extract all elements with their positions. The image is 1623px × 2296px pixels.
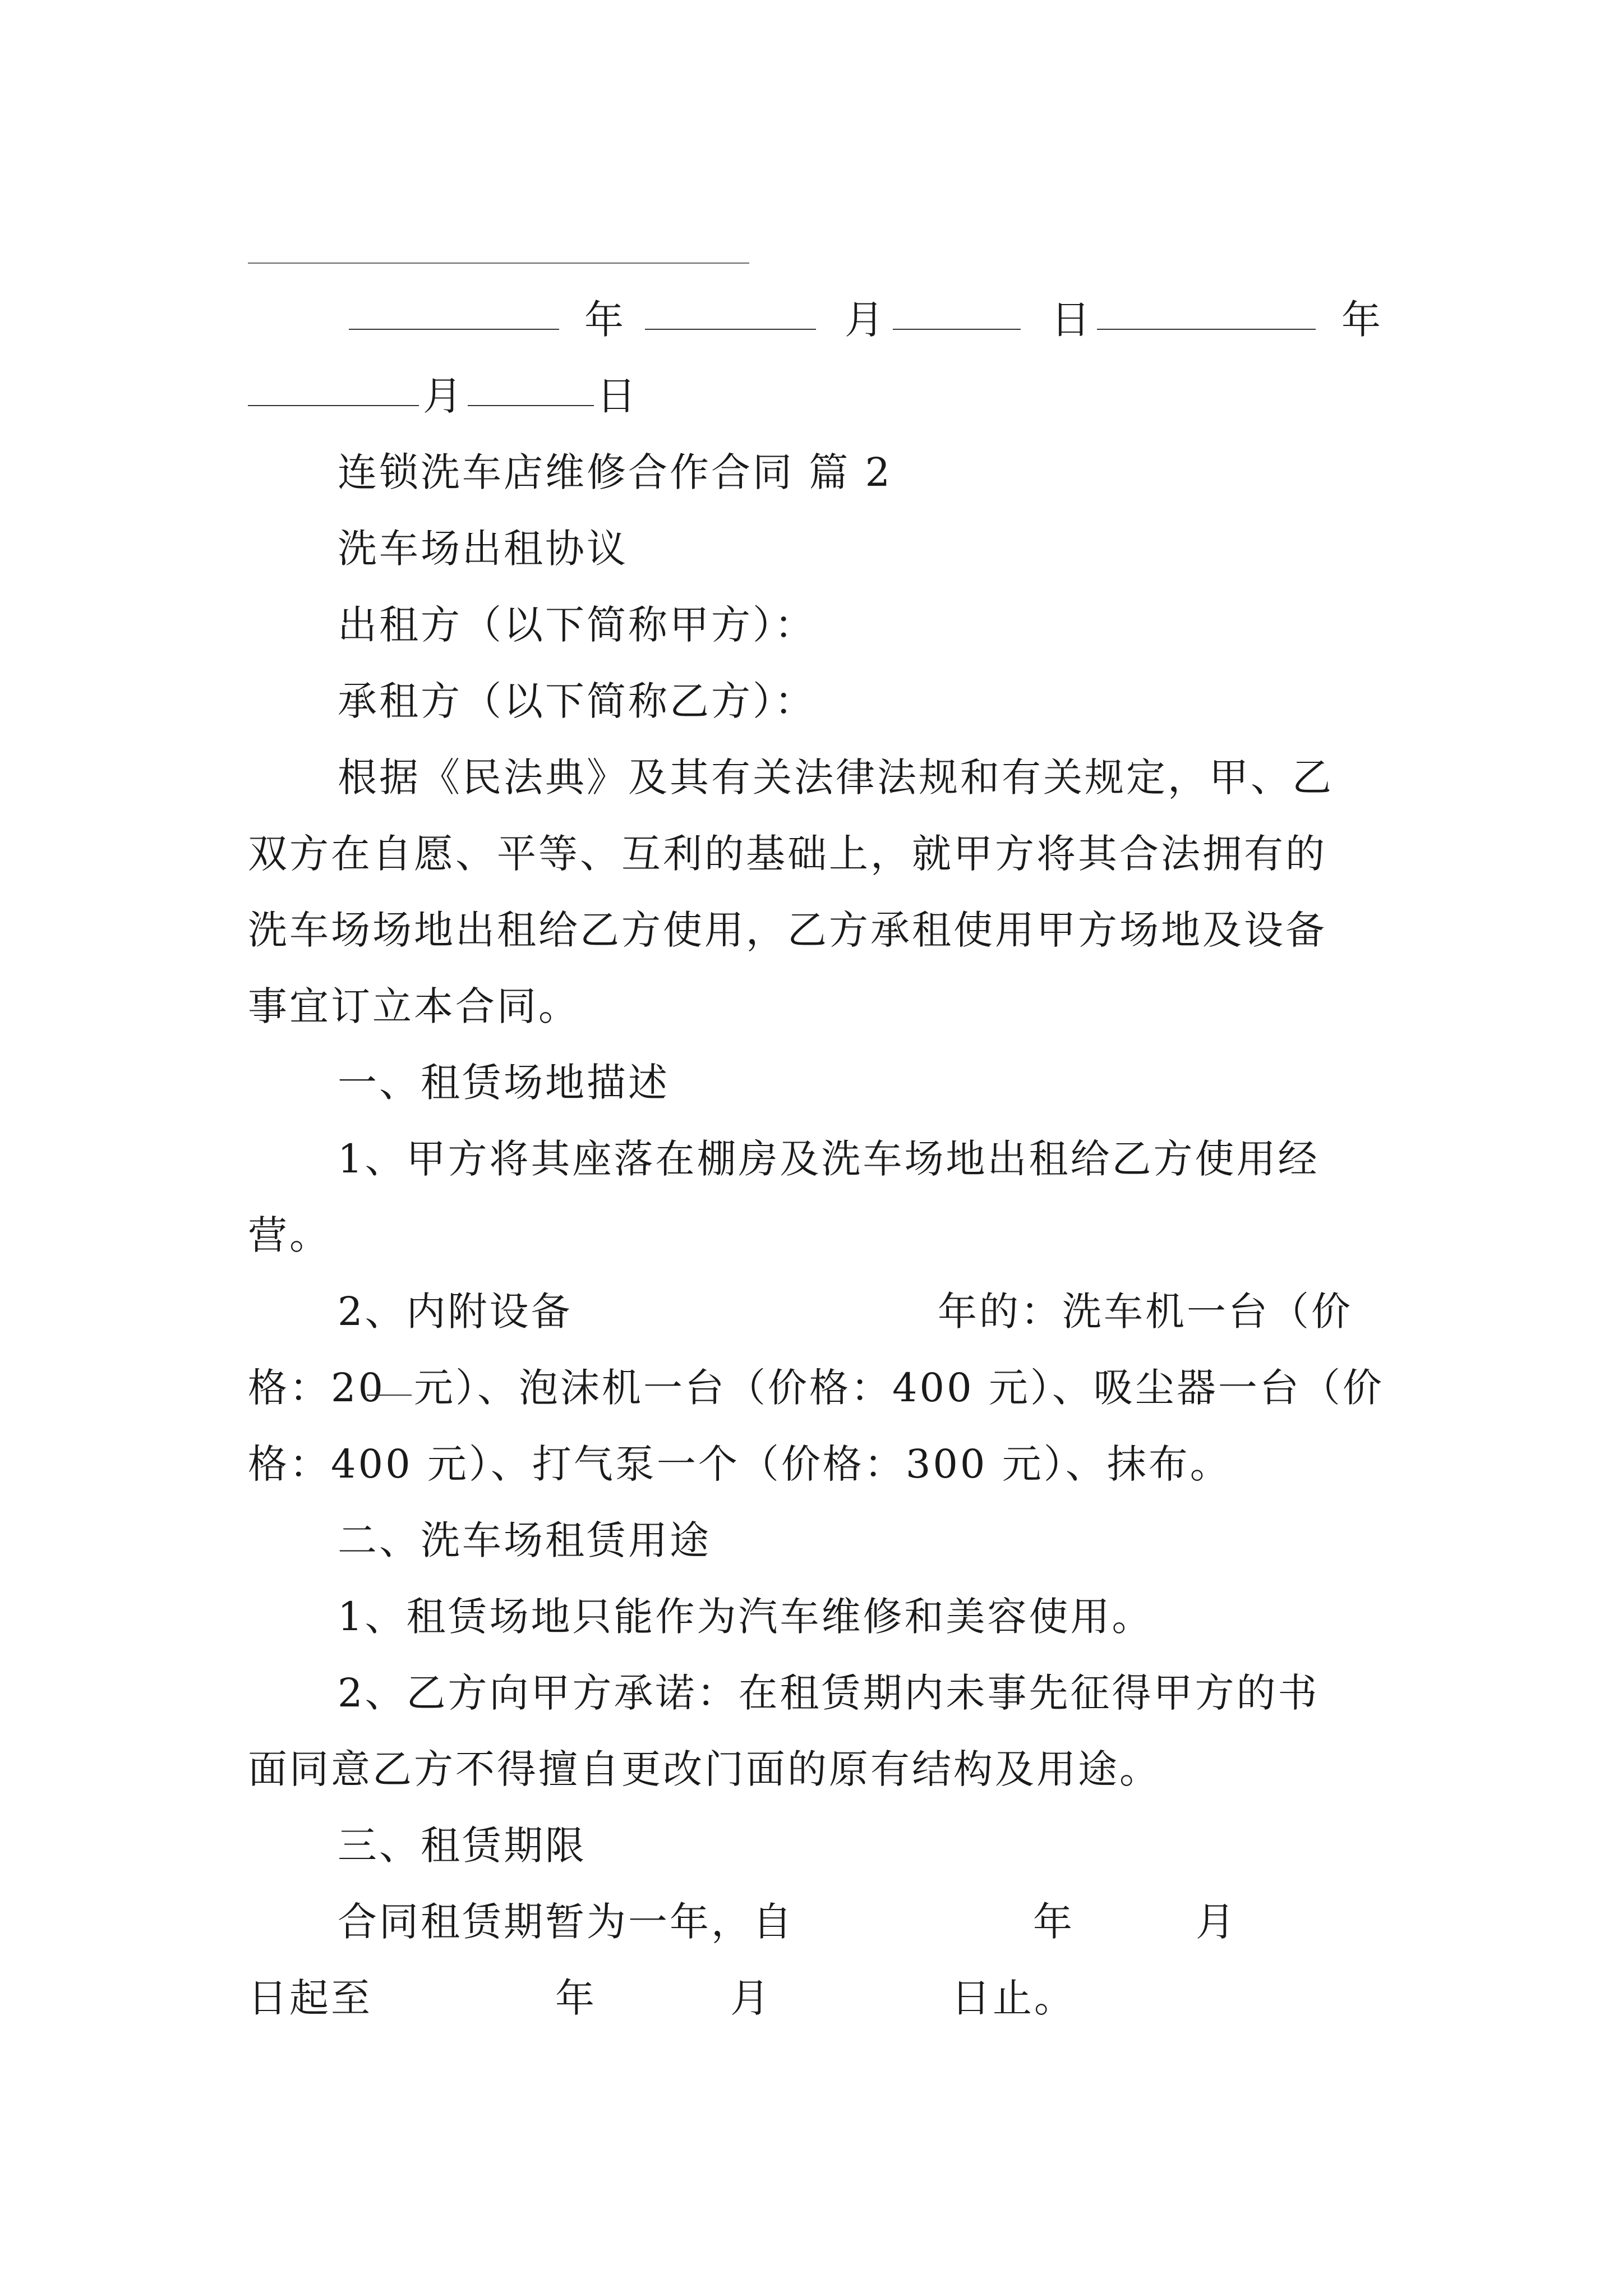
item-2-lead: 2、内附设备	[338, 1289, 573, 1335]
signature-date-line	[248, 358, 1381, 434]
month-label: 月	[730, 1975, 772, 2021]
lease-term-line-cont	[248, 1960, 1381, 2036]
blank-field	[645, 282, 816, 330]
price-text: 元）、泡沫机一台（价格：400 元）、吸尘器一台（价	[414, 1365, 1384, 1411]
year-label: 年	[555, 1975, 597, 2021]
preamble-line: 根据《民法典》及其有关法律法规和有关规定，甲、乙	[338, 754, 1334, 800]
signature-rule	[248, 263, 749, 264]
section-3-heading: 三、租赁期限	[338, 1823, 587, 1869]
preamble-line: 事宜订立本合同。	[248, 983, 580, 1029]
section-2-item-2-cont: 面同意乙方不得擅自更改门面的原有结构及用途。	[248, 1746, 1161, 1792]
section-2-item-2: 2、乙方向甲方承诺：在租赁期内未事先征得甲方的书	[338, 1670, 1320, 1716]
blank-field	[248, 358, 419, 406]
section-1-item-1: 1、甲方将其座落在棚房及洗车场地出租给乙方使用经	[338, 1136, 1320, 1182]
lessor-line: 出租方（以下简称甲方）：	[338, 602, 816, 648]
preamble-line: 双方在自愿、平等、互利的基础上，就甲方将其合法拥有的	[248, 831, 1327, 877]
section-1-heading: 一、租赁场地描述	[338, 1060, 670, 1106]
year-label: 年	[1033, 1899, 1075, 1945]
day-label: 日	[597, 373, 638, 419]
lease-end-text: 日止。	[951, 1975, 1076, 2021]
blank-field	[349, 282, 559, 330]
lessee-line: 承租方（以下简称乙方）：	[338, 678, 816, 724]
blank-field	[367, 1350, 412, 1396]
signature-date-line	[248, 282, 1381, 358]
section-1-item-2-cont: 格：400 元）、打气泵一个（价格：300 元）、抹布。	[248, 1441, 1232, 1487]
blank-field	[1097, 282, 1316, 330]
month-label: 月	[423, 373, 464, 419]
section-1-item-2	[338, 1273, 1381, 1350]
lease-term-text: 日起至	[248, 1975, 372, 2021]
blank-field	[468, 358, 594, 406]
price-text: 格：20	[248, 1365, 386, 1411]
year-label: 年	[1341, 297, 1383, 343]
article-heading: 连锁洗车店维修合作合同 篇 2	[338, 449, 893, 495]
day-label: 日	[1051, 297, 1092, 343]
month-label: 月	[845, 297, 886, 343]
lease-term-text: 合同租赁期暂为一年，自	[338, 1899, 794, 1945]
section-1-item-2-cont	[248, 1350, 1384, 1426]
item-2-rest: 年的：洗车机一台（价	[938, 1289, 1353, 1335]
blank-field	[893, 282, 1021, 330]
contract-title: 洗车场出租协议	[338, 526, 628, 572]
section-2-heading: 二、洗车场租赁用途	[338, 1517, 711, 1563]
lease-term-line	[338, 1884, 1381, 1960]
year-label: 年	[584, 297, 626, 343]
preamble-line: 洗车场场地出租给乙方使用，乙方承租使用甲方场地及设备	[248, 907, 1327, 953]
section-1-item-1-cont: 营。	[248, 1212, 331, 1258]
section-2-item-1: 1、租赁场地只能作为汽车维修和美容使用。	[338, 1594, 1154, 1640]
month-label: 月	[1196, 1899, 1237, 1945]
